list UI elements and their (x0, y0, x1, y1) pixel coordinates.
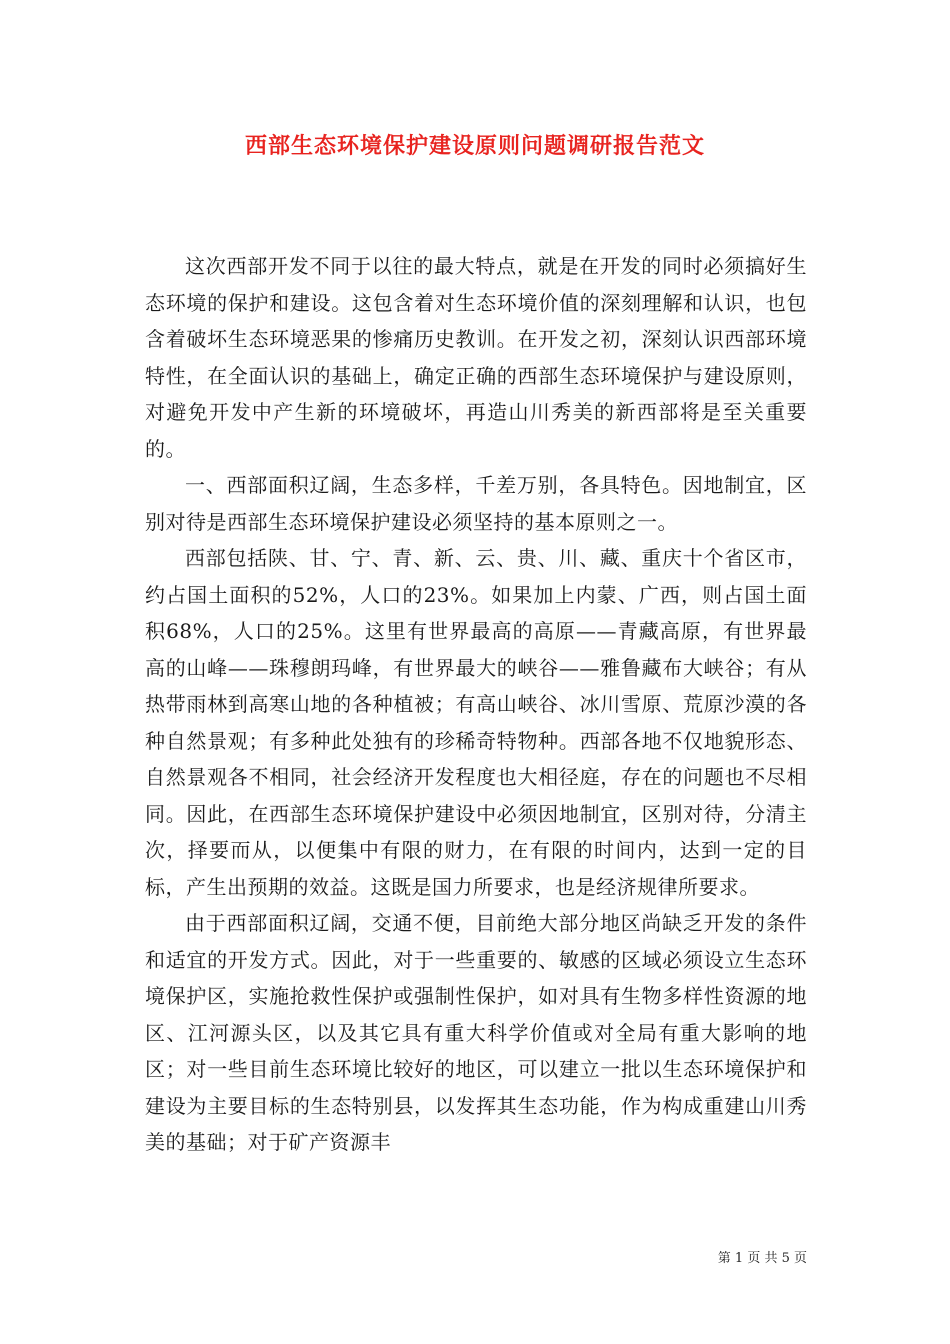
paragraph-1: 这次西部开发不同于以往的最大特点，就是在开发的同时必须搞好生态环境的保护和建设。这包含着对生态环境价值的深刻理解和认识，也包含着破坏生态环境恶果的惨痛历史教训。在开发之初，深刻认识西部环境特性，在全面认识的基础上，确定正确的西部生态环境保护与建设原则，对避免开发中产生新的环境破坏，再造山川秀美的新西部将是至关重要的。 (145, 254, 807, 461)
document-title: 西部生态环境保护建设原则问题调研报告范文 (244, 133, 705, 159)
paragraph-4: 由于西部面积辽阔，交通不便，目前绝大部分地区尚缺乏开发的条件和适宜的开发方式。因此，对于一些重要的、敏感的区域必须设立生态环境保护区，实施抢救性保护或强制性保护，如对具有生物多样性资源的地区、江河源头区，以及其它具有重大科学价值或对全局有重大影响的地区；对一些目前生态环境比较好的地区，可以建立一批以生态环境保护和建设为主要目标的生态特别县，以发挥其生态功能，作为构成重建山川秀美的基础；对于矿产资源丰 (145, 911, 807, 1154)
page-number-footer: 第 1 页 共 5 页 (717, 1251, 807, 1266)
paragraph-2: 一、西部面积辽阔，生态多样，千差万别，各具特色。因地制宜，区别对待是西部生态环境保护建设必须坚持的基本原则之一。 (145, 473, 807, 534)
document-body (145, 248, 807, 1161)
paragraph-3: 西部包括陕、甘、宁、青、新、云、贵、川、藏、重庆十个省区市，约占国土面积的52%，人口的23%。如果加上内蒙、广西，则占国土面积68%，人口的25%。这里有世界最高的高原——青藏高原，有世界最高的山峰——珠穆朗玛峰，有世界最大的峡谷——雅鲁藏布大峡谷；有从热带雨林到高寒山地的各种植被；有高山峡谷、冰川雪原、荒原沙漠的各种自然景观；有多种此处独有的珍稀奇特物种。西部各地不仅地貌形态、自然景观各不相同，社会经济开发程度也大相径庭，存在的问题也不尽相同。因此，在西部生态环境保护建设中必须因地制宜，区别对待，分清主次，择要而从，以便集中有限的财力，在有限的时间内，达到一定的目标，产生出预期的效益。这既是国力所要求，也是经济规律所要求。 (145, 546, 807, 899)
